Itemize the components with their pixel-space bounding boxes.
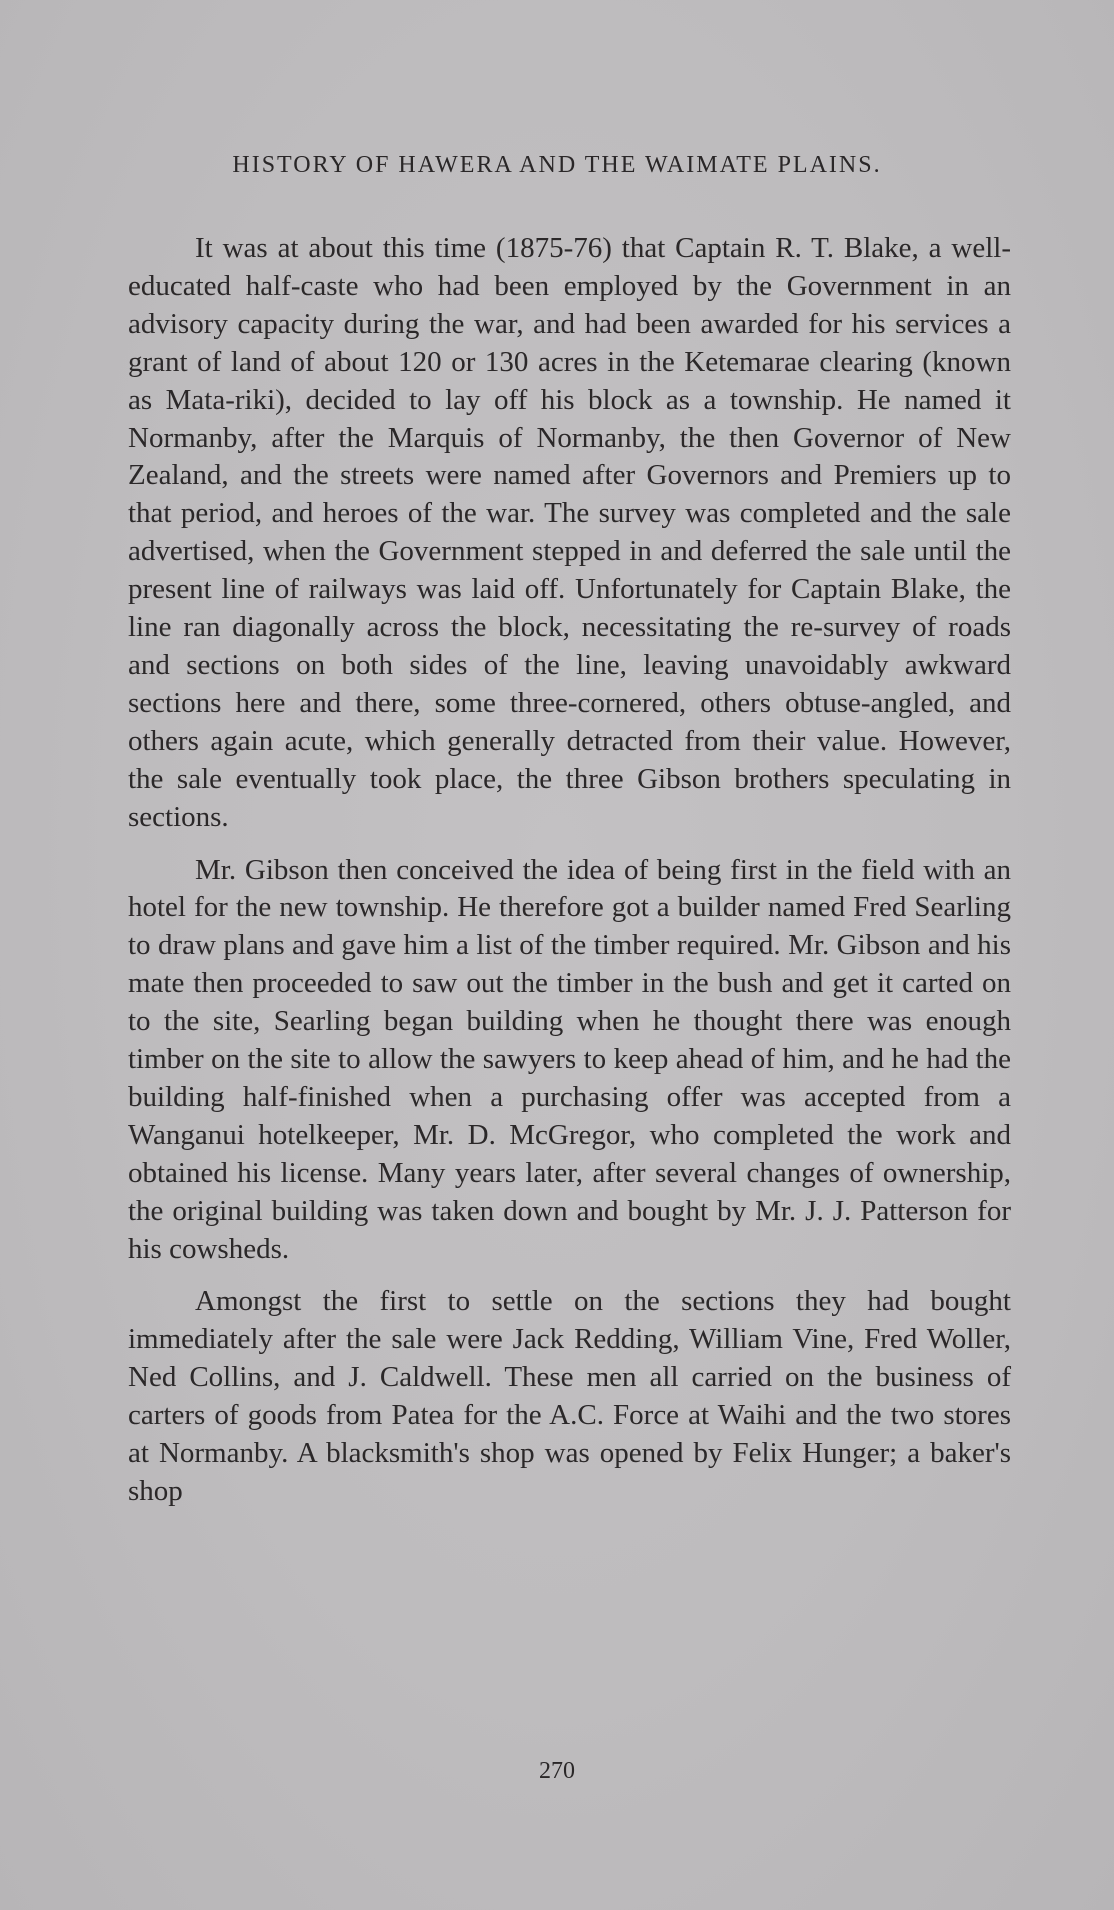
paragraph-2: Mr. Gibson then conceived the idea of being first in the field with an hotel for the new township. He therefore got a builder named Fred Searling to draw plans and gave him a list of the timber required. Mr. Gibson and his mate then proceeded to saw out the timber in the bush and get it carted on to the site, Searling began building when he thought there was enough timber on the site to allow the sawyers to keep ahead of him, and he had the building half-finished when a purchasing offer was accepted from a Wanganui hotelkeeper, Mr. D. McGregor, who completed the work and obtained his license. Many years later, after several changes of ownership, the original building was taken down and bought by Mr. J. J. Patterson for his cowsheds. [128, 853, 1011, 1265]
paragraph-1: It was at about this time (1875-76) that Captain R. T. Blake, a well-educated half-caste who had been employed by the Government in an advisory capacity during the war, and had been awarded for his services a grant of land of about 120 or 130 acres in the Ketemarae clearing (known as Mata-riki), decided to lay off his block as a township. He named it Normanby, after the Marquis of Normanby, the then Governor of New Zealand, and the streets were named after Governors and Premiers up to that period, and heroes of the war. The survey was completed and the sale advertised, when the Government stepped in and deferred the sale until the present line of railways was laid off. Unfortunately for Captain Blake, the line ran diagonally across the block, necessitating the re-survey of roads and sections on both sides of the line, leaving unavoidably awkward sections here and there, some three-cornered, others obtuse-angled, and others again acute, which generally detracted from their value. However, the sale eventually took place, the three Gibson brothers speculating in sections. [128, 232, 1011, 833]
page-number: 270 [539, 1758, 575, 1784]
running-head: HISTORY OF HAWERA AND THE WAIMATE PLAINS. [232, 152, 882, 178]
paragraph-3: Amongst the first to settle on the sections they had bought immediately after the sale were Jack Redding, William Vine, Fred Woller, Ned Collins, and J. Caldwell. These men all carried on the business of carters of goods from Patea for the A.C. Force at Waihi and the two stores at Normanby. A blacksmith's shop was opened by Felix Hunger; a baker's shop [128, 1285, 1011, 1507]
body-text [128, 230, 1011, 1511]
